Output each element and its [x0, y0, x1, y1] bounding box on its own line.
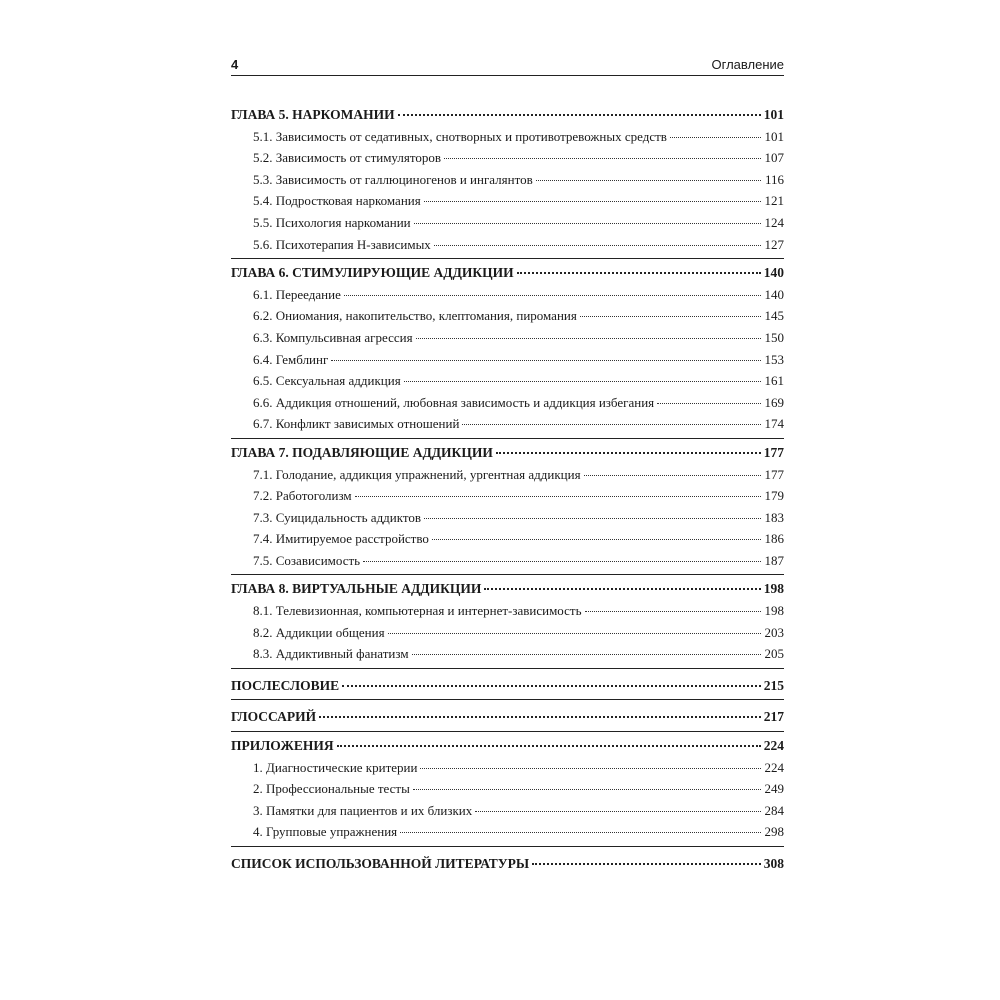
page-ref: 101 [764, 128, 784, 144]
page-ref: 169 [764, 394, 784, 410]
page-number: 4 [231, 57, 239, 72]
chapter-title: ПОСЛЕСЛОВИЕ [231, 677, 340, 693]
chapter-title: ГЛАВА 7. ПОДАВЛЯЮЩИЕ АДДИКЦИИ [231, 444, 493, 460]
entry-label: 5.4. Подростковая наркомания [253, 193, 421, 209]
entry-label: 6.3. Компульсивная агрессия [253, 329, 413, 345]
chapter-6-section [231, 262, 784, 439]
page-ref: 203 [764, 624, 784, 640]
entry-label: 5.2. Зависимость от стимуляторов [253, 150, 441, 166]
chapter-title: СПИСОК ИСПОЛЬЗОВАННОЙ ЛИТЕРАТУРЫ [231, 856, 530, 871]
page-ref: 177 [764, 466, 784, 482]
running-title: Оглавление [711, 57, 784, 72]
entry-label: 6.4. Гемблинг [253, 351, 329, 367]
dot-leader [398, 113, 761, 116]
entry-label: 6.7. Конфликт зависимых отношений [253, 416, 460, 432]
toc-entry[interactable] [231, 190, 784, 212]
table-of-contents [231, 104, 784, 881]
chapter-title: ГЛАВА 8. ВИРТУАЛЬНЫЕ АДДИКЦИИ [231, 581, 482, 597]
toc-entry[interactable] [231, 392, 784, 414]
page-ref: 177 [763, 444, 784, 460]
entry-label: 6.1. Переедание [253, 286, 341, 302]
chapter-title: ГЛАВА 6. СТИМУЛИРУЮЩИЕ АДДИКЦИИ [231, 265, 514, 281]
page-ref: 107 [764, 150, 784, 166]
dot-leader [670, 136, 761, 138]
page-ref: 140 [764, 286, 784, 302]
dot-leader [424, 200, 761, 202]
toc-chapter-entry[interactable] [231, 853, 784, 875]
toc-entry[interactable] [231, 550, 784, 572]
appendices-section [231, 735, 784, 847]
dot-leader [363, 560, 761, 562]
entry-label: 8.1. Телевизионная, компьютерная и интернет-зависимость [253, 603, 582, 619]
entry-label: 6.2. Ониомания, накопительство, клептомания, пиромания [253, 308, 577, 324]
page-ref: 174 [764, 416, 784, 432]
toc-entry[interactable] [231, 370, 784, 392]
toc-chapter-entry[interactable] [231, 578, 784, 600]
entry-label: 8.3. Аддиктивный фанатизм [253, 646, 409, 662]
page-ref: 215 [763, 677, 784, 693]
running-header [231, 57, 784, 76]
dot-leader [585, 610, 761, 612]
toc-chapter-entry[interactable] [231, 735, 784, 757]
toc-chapter-entry[interactable] [231, 706, 784, 728]
dot-leader [532, 862, 761, 865]
page-ref: 187 [764, 552, 784, 568]
afterword-section [231, 672, 784, 701]
toc-entry[interactable] [231, 643, 784, 665]
toc-chapter-entry[interactable] [231, 442, 784, 464]
page-ref: 150 [764, 329, 784, 345]
toc-entry[interactable] [231, 600, 784, 622]
toc-entry[interactable] [231, 800, 784, 822]
dot-leader [413, 788, 761, 790]
chapter-5-section [231, 104, 784, 259]
dot-leader [536, 179, 761, 181]
toc-entry[interactable] [231, 413, 784, 435]
toc-chapter-entry[interactable] [231, 104, 784, 126]
toc-entry[interactable] [231, 528, 784, 550]
toc-chapter-entry[interactable] [231, 262, 784, 284]
dot-leader [342, 684, 761, 687]
page-ref: 198 [763, 581, 784, 597]
page-ref: 124 [764, 214, 784, 230]
page-ref: 224 [764, 759, 784, 775]
entry-label: 5.6. Психотерапия Н-зависимых [253, 236, 431, 252]
entry-label: 7.4. Имитируемое расстройство [253, 531, 429, 547]
dot-leader [444, 157, 761, 159]
entry-label: 5.3. Зависимость от галлюциногенов и ингалянтов [253, 171, 533, 187]
toc-entry[interactable] [231, 147, 784, 169]
page-ref: 298 [764, 824, 784, 840]
toc-entry[interactable] [231, 212, 784, 234]
dot-leader [462, 423, 761, 425]
dot-leader [580, 315, 761, 317]
entry-label: 1. Диагностические критерии [253, 759, 418, 775]
dot-leader [484, 587, 760, 590]
entry-label: 4. Групповые упражнения [253, 824, 398, 840]
page-ref: 284 [764, 802, 784, 818]
toc-entry[interactable] [231, 349, 784, 371]
entry-label: 5.5. Психология наркомании [253, 214, 411, 230]
page-ref: 140 [763, 265, 784, 281]
page-ref: 198 [764, 603, 784, 619]
glossary-section [231, 703, 784, 732]
page-ref: 101 [763, 107, 784, 122]
page-ref: 179 [764, 488, 784, 504]
entry-label: 2. Профессиональные тесты [253, 781, 410, 797]
dot-leader [344, 294, 761, 296]
page-ref: 161 [764, 373, 784, 389]
dot-leader [414, 222, 761, 224]
dot-leader [319, 715, 761, 718]
toc-entry[interactable] [231, 234, 784, 256]
entry-label: 7.3. Суицидальность аддиктов [253, 509, 422, 525]
toc-entry[interactable] [231, 169, 784, 191]
page-ref: 145 [764, 308, 784, 324]
chapter-title: ГЛОССАРИЙ [231, 709, 317, 725]
toc-entry[interactable] [231, 507, 784, 529]
dot-leader [331, 359, 761, 361]
page-ref: 121 [764, 193, 784, 209]
entry-label: 8.2. Аддикции общения [253, 624, 385, 640]
page-ref: 127 [764, 236, 784, 252]
page-ref: 183 [764, 509, 784, 525]
dot-leader [434, 244, 761, 246]
dot-leader [412, 653, 761, 655]
chapter-title: ГЛАВА 5. НАРКОМАНИИ [231, 107, 395, 122]
dot-leader [584, 474, 761, 476]
toc-chapter-entry[interactable] [231, 675, 784, 697]
toc-entry[interactable] [231, 126, 784, 148]
chapter-8-section [231, 578, 784, 668]
entry-label: 5.1. Зависимость от седативных, снотворных и противотревожных средств [253, 128, 667, 144]
chapter-7-section [231, 442, 784, 576]
dot-leader [424, 517, 761, 519]
page-ref: 153 [764, 351, 784, 367]
dot-leader [355, 495, 761, 497]
dot-leader [432, 538, 761, 540]
page-ref: 205 [764, 646, 784, 662]
toc-entry[interactable] [231, 305, 784, 327]
toc-entry[interactable] [231, 757, 784, 779]
page-ref: 186 [764, 531, 784, 547]
dot-leader [416, 337, 761, 339]
entry-label: 7.2. Работоголизм [253, 488, 352, 504]
entry-label: 6.6. Аддикция отношений, любовная зависимость и аддикция избегания [253, 394, 655, 410]
page-ref: 217 [763, 709, 784, 725]
toc-entry[interactable] [231, 464, 784, 486]
dot-leader [496, 451, 761, 454]
toc-entry[interactable] [231, 284, 784, 306]
entry-label: 7.5. Созависимость [253, 552, 361, 568]
page-ref: 308 [763, 856, 784, 871]
page-ref: 116 [764, 171, 784, 187]
dot-leader [337, 744, 761, 747]
toc-entry[interactable] [231, 622, 784, 644]
toc-entry[interactable] [231, 821, 784, 843]
entry-label: 6.5. Сексуальная аддикция [253, 373, 401, 389]
dot-leader [657, 402, 761, 404]
page-ref: 249 [764, 781, 784, 797]
dot-leader [475, 810, 761, 812]
dot-leader [388, 632, 761, 634]
toc-entry[interactable] [231, 778, 784, 800]
entry-label: 3. Памятки для пациентов и их близких [253, 802, 473, 818]
bibliography-section [231, 850, 784, 878]
dot-leader [420, 767, 761, 769]
toc-entry[interactable] [231, 327, 784, 349]
dot-leader [517, 271, 761, 274]
chapter-title: ПРИЛОЖЕНИЯ [231, 738, 334, 754]
page-ref: 224 [763, 738, 784, 754]
dot-leader [404, 380, 761, 382]
entry-label: 7.1. Голодание, аддикция упражнений, ургентная аддикция [253, 466, 581, 482]
dot-leader [400, 831, 761, 833]
toc-entry[interactable] [231, 485, 784, 507]
